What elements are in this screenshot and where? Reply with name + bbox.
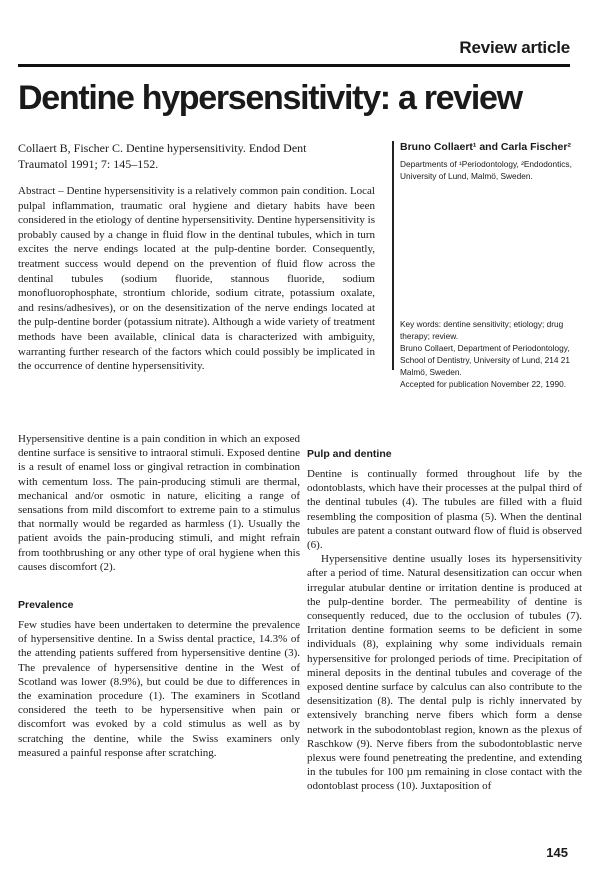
authors: Bruno Collaert¹ and Carla Fischer² [400, 141, 571, 153]
pulp-dentine-heading: Pulp and dentine [307, 448, 392, 460]
affiliations: Departments of ¹Periodontology, ²Endodontics, University of Lund, Malmö, Sweden. [400, 159, 572, 181]
page-number: 145 [546, 845, 568, 860]
intro-paragraph: Hypersensitive dentine is a pain condition in which an exposed dentine surface is sensitive to intraoral stimuli. Exposed dentine is a result of enamel loss or gingival retraction in combination with cementum loss. The pain-producing stimuli are thermal, mechanical and/or osmotic in nature, eliciting a range of sensations from mild discomfort to extreme pain to a stimulus that normally would be regarded as harmless (1). Usually the patient avoids the pain-producing stimuli, and might refrain from toothbrushing or any other type of oral hygiene when this causes discomfort (2). [18, 433, 300, 573]
sidebar-rule [392, 141, 394, 370]
article-title: Dentine hypersensitivity: a review [18, 79, 522, 117]
right-column [307, 447, 582, 794]
header-rule [18, 64, 570, 67]
pulp-paragraph-1: Dentine is continually formed throughout life by the odontoblasts, which have their processes at the pulpal third of the dentinal tubules (4). The tubules are filled with a fluid resembling the composition of plasma (5). When the dentinal tubules are patent a constant outward flow of fluid is observed (6). [307, 468, 582, 552]
abstract: Abstract – Dentine hypersensitivity is a relatively common pain condition. Local pulpal inflammation, traumatic oral hygiene and dietary habits have been considered in the etiology of dentine hypersensitivity. Dentine hypersensitivity is probably caused by a change in fluid flow in the dentinal tubules, which in turn excites the nerve endings located at the pulp-dentine border. Consequently, treatment success would depend on the prevention of fluid flow across the dentinal tubules (sodium fluoride, stannous fluoride, sodium monofluorophosphate, strontium chloride, sodium citrate, potassium oxalate, and resins/adhesives), or on the desensitization of the nerve endings located at the pulp-dentine border (potassium nitrate). Although a wide variety of treatment methods have been available, clinical data is characterized with ambiguity, warranting further research of the factors which could possibly be implicated in the occurrence of dentine hypersensitivity. [18, 185, 375, 373]
correspondence-address: Bruno Collaert, Department of Periodontology, School of Dentistry, University of Lund, 214 21 Malmö, Sweden. [400, 343, 571, 377]
prevalence-heading: Prevalence [18, 599, 74, 612]
accepted-date: Accepted for publication November 22, 1990. [400, 379, 567, 389]
keywords: Key words: dentine sensitivity; etiology; drug therapy; review. [400, 319, 564, 341]
section-label: Review article [459, 38, 570, 57]
pulp-paragraph-2: Hypersensitive dentine usually loses its hypersensitivity after a period of time. Natural desensitization can occur when irregular atubular dentine or irritation dentine is produced at the pulp-dentine border. The permeability of dentine is consequently reduced, due to the occlusion of tubules (7). Irritation dentine formation seems to be deficient in some individuals (8), explaining why some individuals remain hypersensitive for prolonged periods of time. Precipitation of mineral deposits in the dentinal tubules and coverage of the exposed dentine surface by calculus can also contribute to the desensitization (8). The dental pulp is richly innervated by extensively branching nerve fibers which form a dense network in the subodontoblast region, known as the plexus of Raschkow (9). Nerve fibers from the subodontoblastic nerve plexus were found penetreating the predentine, and extending in the tubules for 100 µm remaining in close contact with the odontoblast process (10). Juxtaposition of [307, 553, 582, 793]
left-column [18, 432, 300, 760]
citation: Collaert B, Fischer C. Dentine hypersensitivity. Endod Dent Traumatol 1991; 7: 145–152. [18, 141, 307, 171]
prevalence-paragraph: Few studies have been undertaken to determine the prevalence of hypersensitive dentine. In a Swiss dental practice, 14.3% of the attending patients suffered from hypersensitive dentine (3). The prevalence of hypersensitive dentine in the West of Scotland was lower (8.9%), but could be due to differences in the examination procedure (1). The examiners in Scotland considered the teeth to be hypersensitive when pain or discomfort was evoked by a cold stimulus as well as by scratching the dentine, while the Swiss examiners only measured a painful response after scratching. [18, 619, 300, 759]
